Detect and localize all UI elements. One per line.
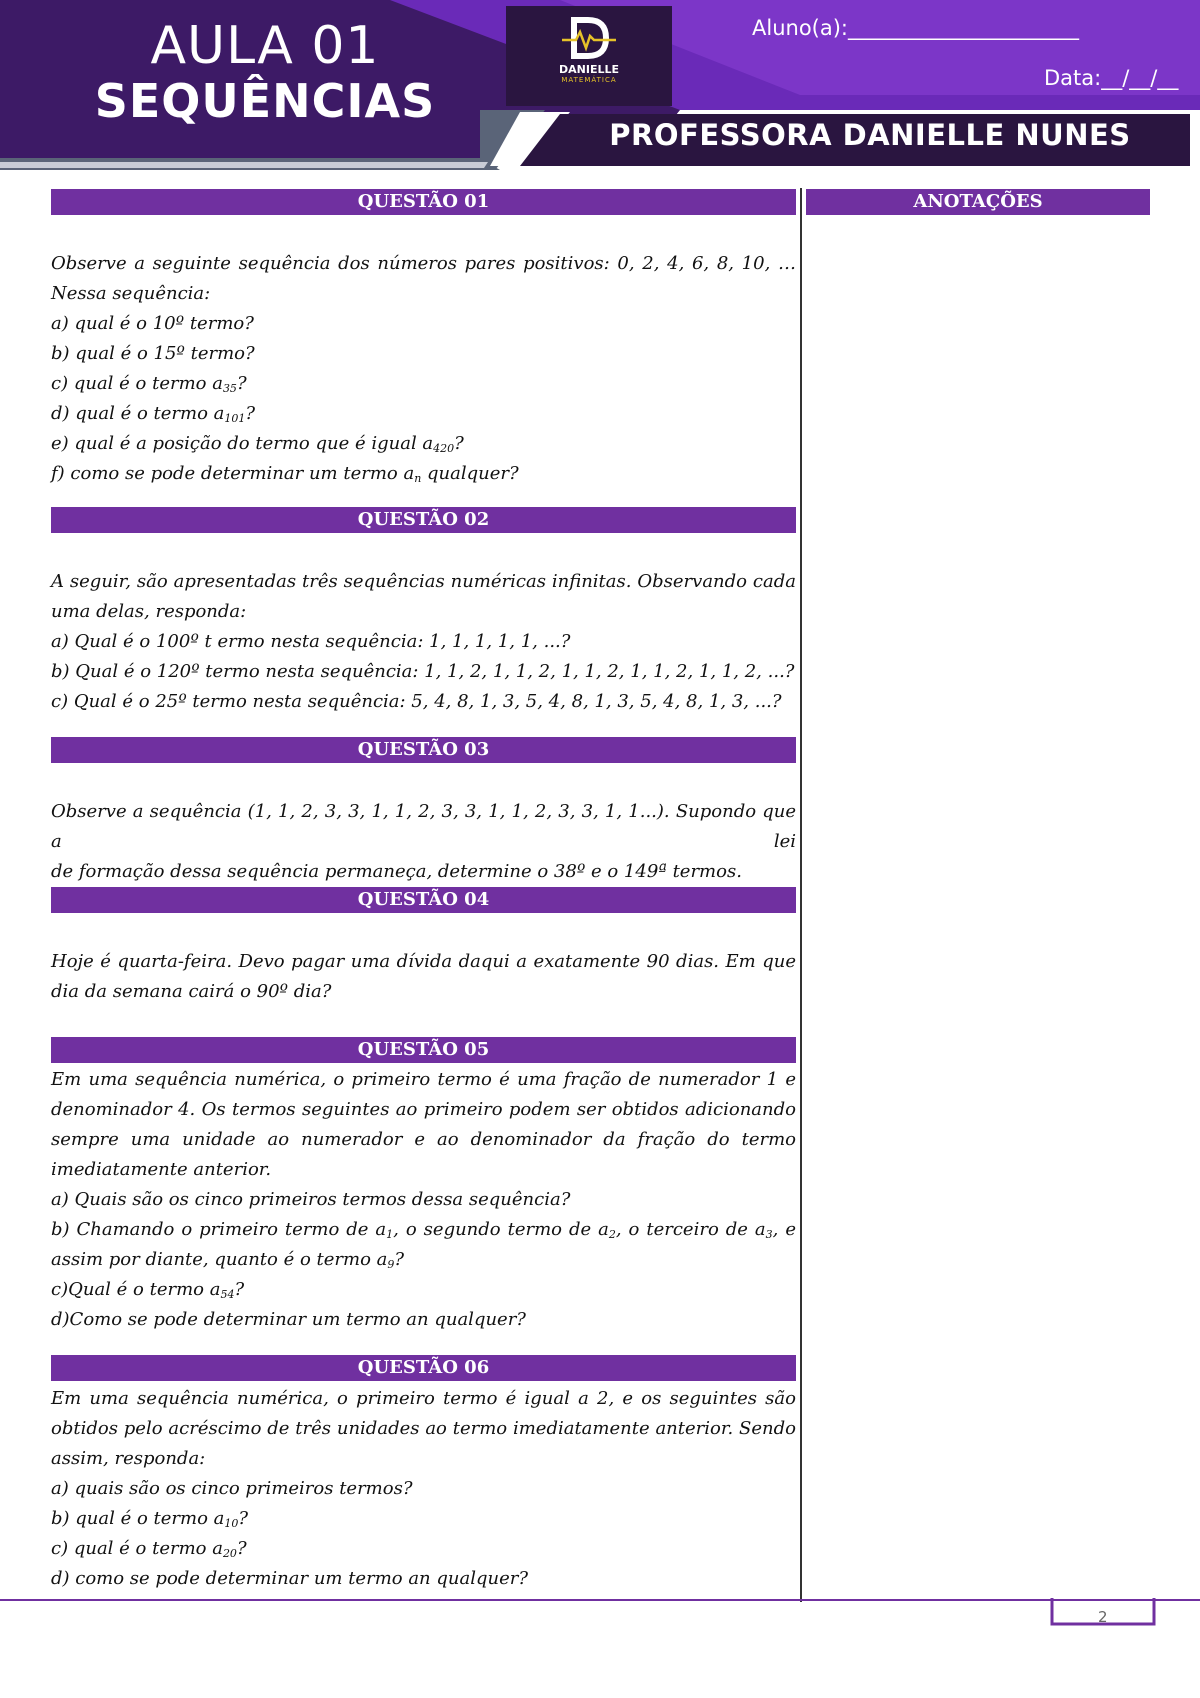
question-05-heading: QUESTÃO 05 (51, 1037, 796, 1063)
question-05-line: sempre uma unidade ao numerador e ao denominador da fração do termo (51, 1129, 796, 1150)
question-06-item-b: b) qual é o termo $a_{10}$? (51, 1508, 249, 1530)
question-01-item-c: c) qual é o termo $a_{35}$? (51, 373, 247, 395)
question-05-body (51, 1065, 796, 1335)
question-05-line: Em uma sequência numérica, o primeiro termo é uma fração de numerador 1 e (51, 1069, 796, 1090)
question-04-line: Hoje é quarta-feira. Devo pagar uma dívida daqui a exatamente 90 dias. Em que (51, 951, 796, 972)
question-01-item-d: d) qual é o termo $a_{101}$? (51, 403, 256, 425)
lesson-number: AULA 01 (150, 16, 380, 76)
column-divider (800, 188, 802, 1602)
question-03-heading: QUESTÃO 03 (51, 737, 796, 763)
footer-rule (0, 1599, 1200, 1601)
question-05-line: denominador 4. Os termos seguintes ao primeiro podem ser obtidos adicionando (51, 1099, 796, 1120)
logo-text: DANIELLE (559, 63, 619, 76)
question-06-heading: QUESTÃO 06 (51, 1355, 796, 1381)
question-01-item-f: f) como se pode determinar um termo $a_n$ qualquer? (51, 463, 519, 485)
question-01-body (51, 249, 796, 489)
question-01-item-a: a) qual é o 10º termo? (51, 313, 254, 334)
question-04-line: dia da semana cairá o 90º dia? (51, 981, 332, 1002)
question-05-item-d: d)Como se pode determinar um termo an qualquer? (51, 1309, 526, 1330)
question-01-item-e: e) qual é a posição do termo que é igual $a_{420}$? (51, 433, 464, 455)
question-02-item-c: c) Qual é o 25º termo nesta sequência: 5, 4, 8, 1, 3, 5, 4, 8, 1, 3, 5, 4, 8, 1, 3, ...? (51, 691, 782, 712)
question-06-item-c: c) qual é o termo $a_{20}$? (51, 1538, 247, 1560)
question-06-line: assim, responda: (51, 1448, 206, 1469)
question-02-heading: QUESTÃO 02 (51, 507, 796, 533)
question-06-item-a: a) quais são os cinco primeiros termos? (51, 1478, 413, 1499)
question-05-item-c: c)Qual é o termo $a_{54}$? (51, 1279, 245, 1301)
question-06-line: obtidos pelo acréscimo de três unidades ao termo imediatamente anterior. Sendo (51, 1418, 796, 1439)
question-02-body (51, 567, 796, 717)
question-03-line: de formação dessa sequência permaneça, determine o 38º e o 149ª termos. (51, 861, 742, 882)
student-name-field: Aluno(a):______________________ (752, 16, 1079, 40)
question-04-heading: QUESTÃO 04 (51, 887, 796, 913)
question-03-line: Observe a sequência (1, 1, 2, 3, 3, 1, 1, 2, 3, 3, 1, 1, 2, 3, 3, 1, 1...). Supondo que a lei (51, 801, 796, 852)
annotations-heading: ANOTAÇÕES (806, 189, 1150, 215)
question-06-body (51, 1384, 796, 1594)
question-02-item-a: a) Qual é o 100º t ermo nesta sequência: 1, 1, 1, 1, 1, ...? (51, 631, 571, 652)
question-05-item-b: b) Chamando o primeiro termo de $a_1$, o segundo termo de $a_2$, o terceiro de $a_3$, e (51, 1219, 796, 1241)
question-05-line: imediatamente anterior. (51, 1159, 272, 1180)
professor-name: PROFESSORA DANIELLE NUNES (609, 118, 1131, 152)
question-06-item-d: d) como se pode determinar um termo an qualquer? (51, 1568, 528, 1589)
question-02-line: A seguir, são apresentadas três sequências numéricas infinitas. Observando cada (51, 571, 796, 592)
question-01-line: Nessa sequência: (51, 283, 211, 304)
question-02-line: uma delas, responda: (51, 601, 247, 622)
question-01-item-b: b) qual é o 15º termo? (51, 343, 255, 364)
logo (506, 6, 672, 106)
question-05-item-b-cont: assim por diante, quanto é o termo $a_9$? (51, 1249, 405, 1271)
question-04-body (51, 947, 796, 1007)
question-05-item-a: a) Quais são os cinco primeiros termos dessa sequência? (51, 1189, 571, 1210)
question-03-body (51, 797, 796, 887)
logo-subtext: MATEMÁTICA (561, 76, 617, 84)
question-01-heading: QUESTÃO 01 (51, 189, 796, 215)
date-field: Data:__/__/__ (1044, 66, 1179, 90)
page-number: 2 (1098, 1608, 1108, 1626)
question-01-line: Observe a seguinte sequência dos números pares positivos: 0, 2, 4, 6, 8, 10, … (51, 253, 796, 274)
page-header (0, 0, 1200, 180)
logo-d-icon (506, 6, 672, 66)
question-06-line: Em uma sequência numérica, o primeiro termo é igual a 2, e os seguintes são (51, 1388, 796, 1409)
lesson-title: SEQUÊNCIAS (94, 74, 436, 128)
question-02-item-b: b) Qual é o 120º termo nesta sequência: 1, 1, 2, 1, 1, 2, 1, 1, 2, 1, 1, 2, 1, 1, 2, ...? (51, 661, 795, 682)
